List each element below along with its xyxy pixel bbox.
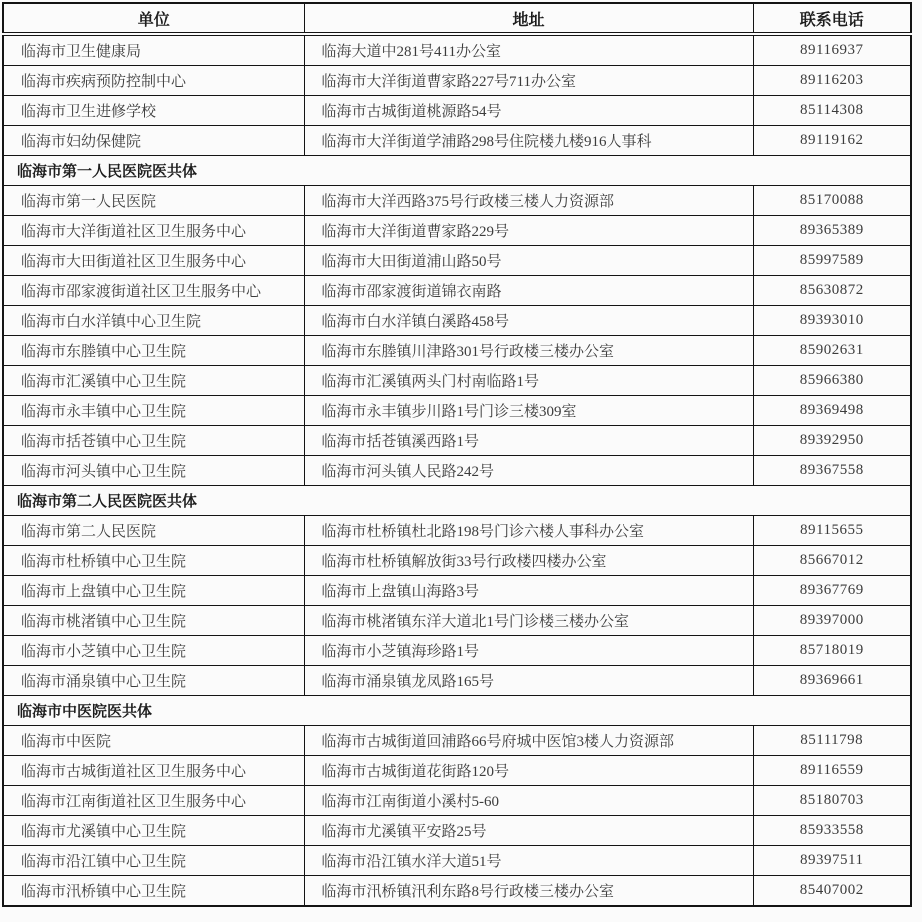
table-row [3, 636, 911, 666]
table-row [3, 246, 911, 276]
unit-cell: 临海市江南街道社区卫生服务中心 [3, 786, 304, 816]
address-cell: 临海市杜桥镇杜北路198号门诊六楼人事科办公室 [304, 516, 753, 546]
unit-cell: 临海市桃渚镇中心卫生院 [3, 606, 304, 636]
unit-cell: 临海市东塍镇中心卫生院 [3, 336, 304, 366]
header-row [3, 3, 911, 34]
address-cell: 临海市古城街道花街路120号 [304, 756, 753, 786]
phone-cell: 85407002 [753, 876, 911, 907]
address-cell: 临海市河头镇人民路242号 [304, 456, 753, 486]
table-body [3, 34, 911, 906]
table-row [3, 756, 911, 786]
phone-cell: 89369661 [753, 666, 911, 696]
table-row [3, 216, 911, 246]
table-row [3, 666, 911, 696]
phone-cell: 85667012 [753, 546, 911, 576]
unit-cell: 临海市小芝镇中心卫生院 [3, 636, 304, 666]
column-header-phone: 联系电话 [753, 3, 911, 34]
phone-cell: 89116203 [753, 66, 911, 96]
table-row [3, 816, 911, 846]
phone-cell: 85180703 [753, 786, 911, 816]
unit-cell: 临海市尤溪镇中心卫生院 [3, 816, 304, 846]
section-title: 临海市第一人民医院医共体 [3, 156, 911, 186]
phone-cell: 89119162 [753, 126, 911, 156]
unit-cell: 临海市第一人民医院 [3, 186, 304, 216]
unit-cell: 临海市妇幼保健院 [3, 126, 304, 156]
address-cell: 临海市古城街道回浦路66号府城中医馆3楼人力资源部 [304, 726, 753, 756]
contact-table [2, 2, 912, 907]
address-cell: 临海市江南街道小溪村5-60 [304, 786, 753, 816]
phone-cell: 89367769 [753, 576, 911, 606]
unit-cell: 临海市大田街道社区卫生服务中心 [3, 246, 304, 276]
phone-cell: 89116559 [753, 756, 911, 786]
section-row [3, 696, 911, 726]
address-cell: 临海大道中281号411办公室 [304, 34, 753, 66]
phone-cell: 85966380 [753, 366, 911, 396]
phone-cell: 85630872 [753, 276, 911, 306]
table-row [3, 336, 911, 366]
address-cell: 临海市大洋街道曹家路227号711办公室 [304, 66, 753, 96]
address-cell: 临海市白水洋镇白溪路458号 [304, 306, 753, 336]
table-row [3, 276, 911, 306]
phone-cell: 85902631 [753, 336, 911, 366]
address-cell: 临海市涌泉镇龙凤路165号 [304, 666, 753, 696]
address-cell: 临海市大洋西路375号行政楼三楼人力资源部 [304, 186, 753, 216]
phone-cell: 89115655 [753, 516, 911, 546]
section-row [3, 156, 911, 186]
unit-cell: 临海市汇溪镇中心卫生院 [3, 366, 304, 396]
address-cell: 临海市东塍镇川津路301号行政楼三楼办公室 [304, 336, 753, 366]
unit-cell: 临海市沿江镇中心卫生院 [3, 846, 304, 876]
unit-cell: 临海市括苍镇中心卫生院 [3, 426, 304, 456]
table-row [3, 426, 911, 456]
table-header [3, 3, 911, 34]
table-row [3, 66, 911, 96]
table-row [3, 96, 911, 126]
phone-cell: 89116937 [753, 34, 911, 66]
address-cell: 临海市汛桥镇汛利东路8号行政楼三楼办公室 [304, 876, 753, 907]
unit-cell: 临海市河头镇中心卫生院 [3, 456, 304, 486]
phone-cell: 89365389 [753, 216, 911, 246]
unit-cell: 临海市上盘镇中心卫生院 [3, 576, 304, 606]
address-cell: 临海市大田街道浦山路50号 [304, 246, 753, 276]
phone-cell: 85997589 [753, 246, 911, 276]
unit-cell: 临海市邵家渡街道社区卫生服务中心 [3, 276, 304, 306]
phone-cell: 89369498 [753, 396, 911, 426]
table-row [3, 186, 911, 216]
unit-cell: 临海市卫生健康局 [3, 34, 304, 66]
address-cell: 临海市永丰镇步川路1号门诊三楼309室 [304, 396, 753, 426]
column-header-address: 地址 [304, 3, 753, 34]
table-row [3, 306, 911, 336]
phone-cell: 85111798 [753, 726, 911, 756]
table-row [3, 396, 911, 426]
phone-cell: 89393010 [753, 306, 911, 336]
phone-cell: 85718019 [753, 636, 911, 666]
address-cell: 临海市括苍镇溪西路1号 [304, 426, 753, 456]
table-row [3, 726, 911, 756]
unit-cell: 临海市疾病预防控制中心 [3, 66, 304, 96]
address-cell: 临海市大洋街道曹家路229号 [304, 216, 753, 246]
column-header-unit: 单位 [3, 3, 304, 34]
address-cell: 临海市古城街道桃源路54号 [304, 96, 753, 126]
phone-cell: 89392950 [753, 426, 911, 456]
unit-cell: 临海市永丰镇中心卫生院 [3, 396, 304, 426]
address-cell: 临海市上盘镇山海路3号 [304, 576, 753, 606]
phone-cell: 89367558 [753, 456, 911, 486]
unit-cell: 临海市古城街道社区卫生服务中心 [3, 756, 304, 786]
unit-cell: 临海市杜桥镇中心卫生院 [3, 546, 304, 576]
unit-cell: 临海市白水洋镇中心卫生院 [3, 306, 304, 336]
address-cell: 临海市尤溪镇平安路25号 [304, 816, 753, 846]
table-row [3, 456, 911, 486]
table-row [3, 516, 911, 546]
unit-cell: 临海市卫生进修学校 [3, 96, 304, 126]
phone-cell: 89397511 [753, 846, 911, 876]
table-row [3, 576, 911, 606]
phone-cell: 85933558 [753, 816, 911, 846]
table-row [3, 876, 911, 907]
address-cell: 临海市桃渚镇东洋大道北1号门诊楼三楼办公室 [304, 606, 753, 636]
table-row [3, 786, 911, 816]
phone-cell: 85114308 [753, 96, 911, 126]
section-title: 临海市第二人民医院医共体 [3, 486, 911, 516]
table-row [3, 126, 911, 156]
unit-cell: 临海市汛桥镇中心卫生院 [3, 876, 304, 907]
phone-cell: 85170088 [753, 186, 911, 216]
address-cell: 临海市大洋街道学浦路298号住院楼九楼916人事科 [304, 126, 753, 156]
table-row [3, 846, 911, 876]
unit-cell: 临海市大洋街道社区卫生服务中心 [3, 216, 304, 246]
unit-cell: 临海市第二人民医院 [3, 516, 304, 546]
table-row [3, 34, 911, 66]
address-cell: 临海市邵家渡街道锦衣南路 [304, 276, 753, 306]
table-row [3, 606, 911, 636]
unit-cell: 临海市中医院 [3, 726, 304, 756]
section-row [3, 486, 911, 516]
table-row [3, 366, 911, 396]
address-cell: 临海市汇溪镇两头门村南临路1号 [304, 366, 753, 396]
section-title: 临海市中医院医共体 [3, 696, 911, 726]
address-cell: 临海市沿江镇水洋大道51号 [304, 846, 753, 876]
address-cell: 临海市小芝镇海珍路1号 [304, 636, 753, 666]
phone-cell: 89397000 [753, 606, 911, 636]
table-row [3, 546, 911, 576]
address-cell: 临海市杜桥镇解放街33号行政楼四楼办公室 [304, 546, 753, 576]
unit-cell: 临海市涌泉镇中心卫生院 [3, 666, 304, 696]
